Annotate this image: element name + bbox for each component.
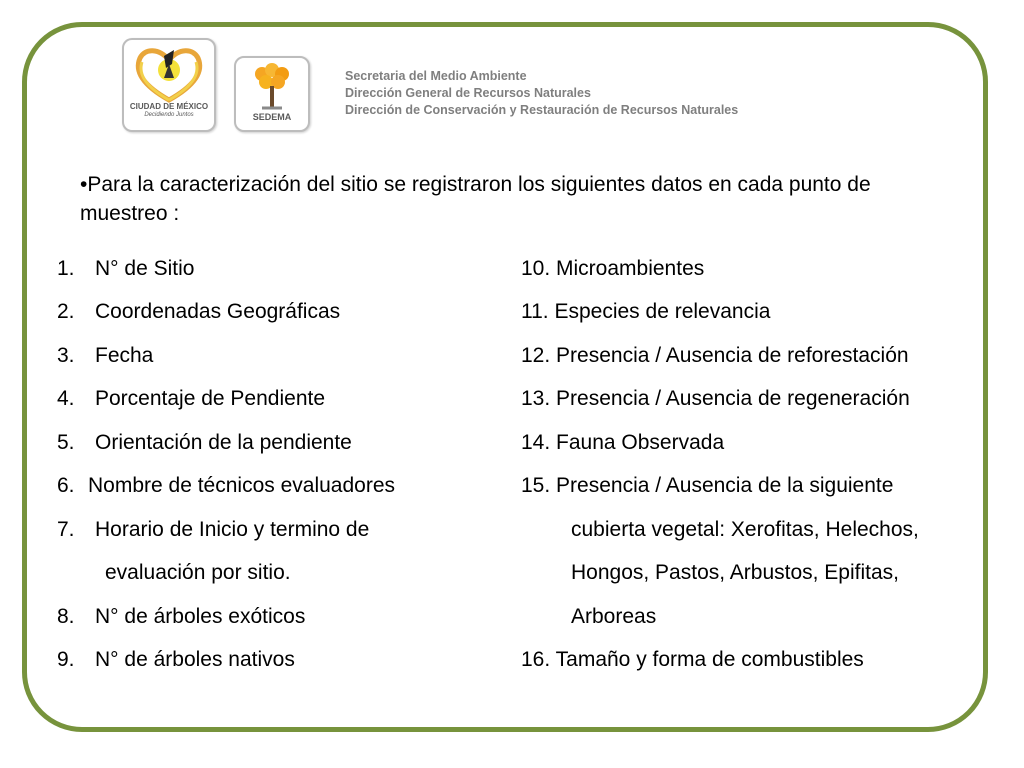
cdmx-logo-line1: CIUDAD DE MÉXICO xyxy=(129,102,209,111)
left-list-item xyxy=(57,605,305,629)
item-number: 3. xyxy=(57,344,75,367)
right-list-item: 12. Presencia / Ausencia de reforestación xyxy=(521,344,909,367)
sedema-logo-label: SEDEMA xyxy=(252,112,292,122)
left-list-item-continuation: evaluación por sitio. xyxy=(105,561,291,584)
item-text: N° de árboles nativos xyxy=(95,648,295,671)
cdmx-logo-line2: Decidiendo Juntos xyxy=(144,112,194,118)
left-list-item xyxy=(57,474,395,498)
item-text: Horario de Inicio y termino de xyxy=(95,518,370,541)
right-list-item-continuation: cubierta vegetal: Xerofitas, Helechos, xyxy=(571,518,919,541)
intro-paragraph: •Para la caracterización del sitio se registraron los siguientes datos en cada punto de muestreo : xyxy=(80,173,871,225)
item-text: Fecha xyxy=(95,344,154,367)
item-text: N° de Sitio xyxy=(95,257,195,280)
right-list-item: 14. Fauna Observada xyxy=(521,431,725,454)
item-number: 7. xyxy=(57,518,75,541)
sedema-tree-icon xyxy=(238,60,306,112)
item-number: 6. xyxy=(57,474,75,497)
left-list-item xyxy=(57,300,340,324)
item-number: 9. xyxy=(57,648,75,671)
left-list-item xyxy=(57,257,194,281)
header-line-1: Secretaria del Medio Ambiente xyxy=(345,69,527,83)
right-list-item: 16. Tamaño y forma de combustibles xyxy=(521,648,864,671)
cdmx-logo xyxy=(122,38,216,132)
item-text: N° de árboles exóticos xyxy=(95,605,306,628)
item-text: Nombre de técnicos evaluadores xyxy=(88,474,396,497)
header-block xyxy=(345,68,738,119)
cdmx-emblem-icon xyxy=(126,42,212,104)
left-list-item xyxy=(57,387,325,411)
right-list-item: 11. Especies de relevancia xyxy=(521,300,771,323)
item-number: 4. xyxy=(57,387,75,410)
header-line-3: Dirección de Conservación y Restauración de Recursos Naturales xyxy=(345,103,739,117)
right-list-item-continuation: Hongos, Pastos, Arbustos, Epifitas, xyxy=(571,561,900,584)
item-number: 8. xyxy=(57,605,75,628)
left-list-item xyxy=(57,648,295,672)
left-list-item xyxy=(57,431,352,455)
item-text: Orientación de la pendiente xyxy=(95,431,352,454)
header-line-2: Dirección General de Recursos Naturales xyxy=(345,86,591,100)
right-list-item-continuation: Arboreas xyxy=(571,605,657,628)
item-text: Coordenadas Geográficas xyxy=(95,300,341,323)
right-list-item: 15. Presencia / Ausencia de la siguiente xyxy=(521,474,894,497)
left-list-item xyxy=(57,518,369,542)
sedema-logo xyxy=(234,56,310,132)
left-list-item xyxy=(57,344,153,368)
right-list-item: 13. Presencia / Ausencia de regeneración xyxy=(521,387,910,410)
right-list-item: 10. Microambientes xyxy=(521,257,705,280)
item-number: 5. xyxy=(57,431,75,454)
item-number: 1. xyxy=(57,257,75,280)
item-number: 2. xyxy=(57,300,75,323)
item-text: Porcentaje de Pendiente xyxy=(95,387,326,410)
